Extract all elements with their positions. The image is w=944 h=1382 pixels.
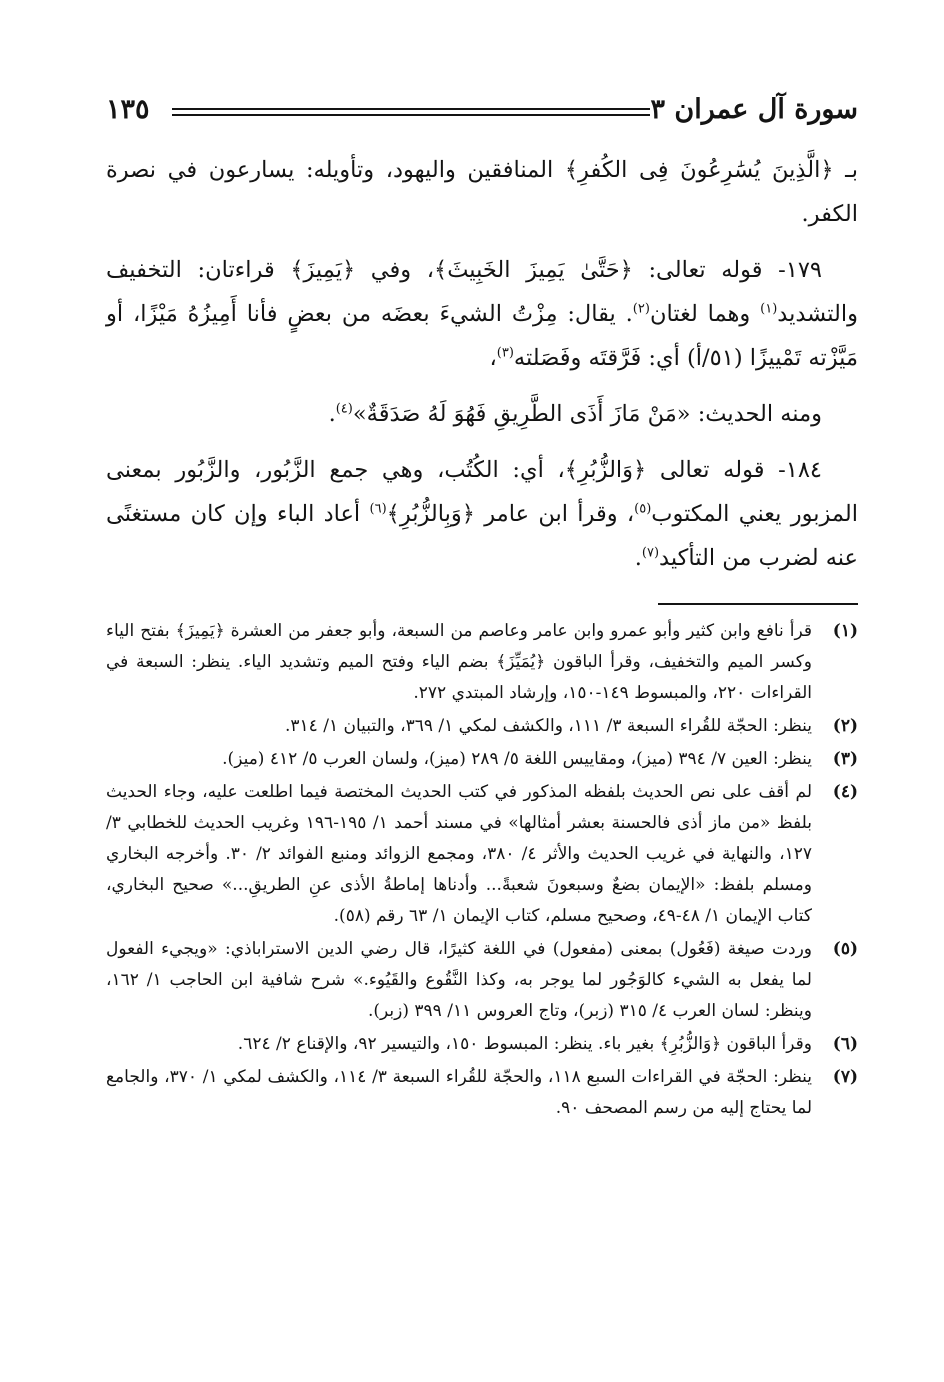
paragraph-text: . — [634, 545, 642, 571]
footnote-number: (٦) — [832, 1034, 858, 1054]
footnote-ref-5[interactable]: (٥) — [634, 501, 652, 517]
footnote — [106, 711, 858, 742]
paragraph-text: . يقال: مِزْتُ الشيءَ بعضَه من بعضٍ فأنا أَمِيزُهُ مَيْزًا، أو مَيَّزْته تَمْييزًا (٥١/أ) أي: فَرَّقتَه وفَصَلته — [106, 301, 858, 371]
paragraph-text: أعاد الباء وإن كان مستغنًى عنه لضرب من التأكيد — [106, 501, 858, 571]
footnote-ref-2[interactable]: (٢) — [632, 301, 650, 317]
main-text — [106, 148, 858, 592]
footnote-number: (٧) — [832, 1067, 858, 1087]
footnote — [106, 744, 858, 775]
footnote — [106, 777, 858, 932]
footnote-ref-6[interactable]: (٦) — [369, 501, 387, 517]
footnote-number: (١) — [832, 621, 858, 641]
footnote-number: (٣) — [832, 749, 858, 769]
footnote-separator — [658, 603, 858, 605]
footnote-text: ينظر: الحجّة في القراءات السبع ١١٨، والحجّة للقُراء السبعة ٣/ ١١٤، والكشف لمكي ١/ ٣٧٠، والجامع لما يحتاج إليه من رسم المصحف ٩٠. — [106, 1067, 812, 1118]
footnote-text: ينظر: العين ٧/ ٣٩٤ (ميز)، ومقاييس اللغة ٥/ ٢٨٩ (ميز)، ولسان العرب ٥/ ٤١٢ (ميز). — [222, 749, 812, 769]
paragraph-text: وهما لغتان — [649, 301, 761, 327]
surah-title: سورة آل عمران ٣ — [650, 94, 858, 125]
paragraph-1: بـ ﴿الَّذِينَ يُسَٰرِعُونَ فِى الكُفرِ﴾ المنافقين واليهود، وتأويله: يسارعون في نصرة الكفر. — [106, 157, 858, 227]
footnote — [106, 616, 858, 709]
footnote — [106, 1029, 858, 1060]
footnote — [106, 934, 858, 1027]
paragraph-text: ، وقرأ ابن عامر ﴿وَبِالزُّبُرِ﴾ — [386, 501, 635, 527]
paragraph-179 — [106, 248, 858, 380]
footnote-number: (٤) — [832, 782, 858, 802]
paragraph-text: . — [328, 401, 336, 427]
running-header — [106, 92, 858, 132]
footnote-ref-7[interactable]: (٧) — [641, 545, 660, 561]
paragraph-hadith — [106, 392, 858, 436]
paragraph-text: ، — [489, 345, 497, 371]
footnote-text: وردت صيغة (فَعُول) بمعنى (مفعول) في اللغة كثيرًا، قال رضي الدين الاستراباذي: «ويجيء الفعول لما يفعل به الشيء كالوَجُور لما يوجر به، وكذا النَّقُوع والقَيُوء.» شرح شافية ابن الحاجب ١/ ١٦٢، وينظر: لسان العرب ٤/ ٣١٥ (زبر)، وتاج العروس ١١/ ٣٩٩ (زبر). — [106, 939, 812, 1021]
footnote-ref-1[interactable]: (١) — [760, 301, 778, 317]
paragraph-text: ١٧٩- قوله تعالى: ﴿حَتَّىٰ يَمِيزَ الخَبِيثَ﴾، وفي ﴿يَمِيزَ﴾ قراءتان: التخفيف والتشديد — [106, 257, 858, 327]
footnote-text: لم أقف على نص الحديث بلفظه المذكور في كتب الحديث المختصة فيما اطلعت عليه، وجاء الحديث بلفظ «من ماز أذى فالحسنة بعشر أمثالها» في مسند أحمد ١/ ١٩٥-١٩٦ وغريب الحديث للخطابي ٣/ ١٢٧، والنهاية في غريب الحديث والأثر ٤/ ٣٨٠، ومجمع الزوائد ومنبع الفوائد ٢/ ٣٠. وأخرجه البخاري ومسلم بلفظ: «الإيمان بضعٌ وسبعونَ شعبةً... وأدناها إماطةُ الأذى عنِ الطريقِ...» صحيح البخاري، كتاب الإيمان ١/ ٤٨-٤٩، وصحيح مسلم، كتاب الإيمان ١/ ٦٣ رقم (٥٨). — [106, 782, 812, 926]
footnote-ref-4[interactable]: (٤) — [335, 401, 353, 417]
paragraph-184 — [106, 448, 858, 580]
footnote-number: (٢) — [832, 716, 858, 736]
header-double-rule — [172, 108, 650, 116]
footnote-text: ينظر: الحجّة للقُراء السبعة ٣/ ١١١، والكشف لمكي ١/ ٣٦٩، والتبيان ١/ ٣١٤. — [285, 716, 812, 736]
paragraph-text: ١٨٤- قوله تعالى ﴿وَالزُّبُرِ﴾، أي: الكُتُب، وهي جمع الزَّبُور، والزَّبُور بمعنى المزبور يعني المكتوب — [106, 457, 859, 527]
page-number: ١٣٥ — [106, 94, 150, 125]
paragraph-text: ومنه الحديث: «مَنْ مَازَ أَذَى الطَّرِيقِ فَهُوَ لَهُ صَدَقَةٌ» — [352, 401, 822, 427]
footnote-number: (٥) — [832, 939, 858, 959]
footnotes — [106, 616, 858, 1126]
footnote — [106, 1062, 858, 1124]
footnote-text: قرأ نافع وابن كثير وأبو عمرو وابن عامر وعاصم من السبعة، وأبو جعفر من العشرة ﴿يَمِيزَ﴾ بفتح الياء وكسر الميم والتخفيف، وقرأ الباقون ﴿يُمَيِّزَ﴾ بضم الياء وفتح الميم وتشديد الياء. ينظر: السبعة في القراءات ٢٢٠، والمبسوط ١٤٩-١٥٠، وإرشاد المبتدي ٢٧٢. — [106, 621, 812, 703]
footnote-ref-3[interactable]: (٣) — [496, 345, 514, 361]
footnote-text: وقرأ الباقون ﴿وَالزُّبُرِ﴾ بغير باء. ينظر: المبسوط ١٥٠، والتيسير ٩٢، والإقناع ٢/ ٦٢٤. — [237, 1034, 812, 1054]
